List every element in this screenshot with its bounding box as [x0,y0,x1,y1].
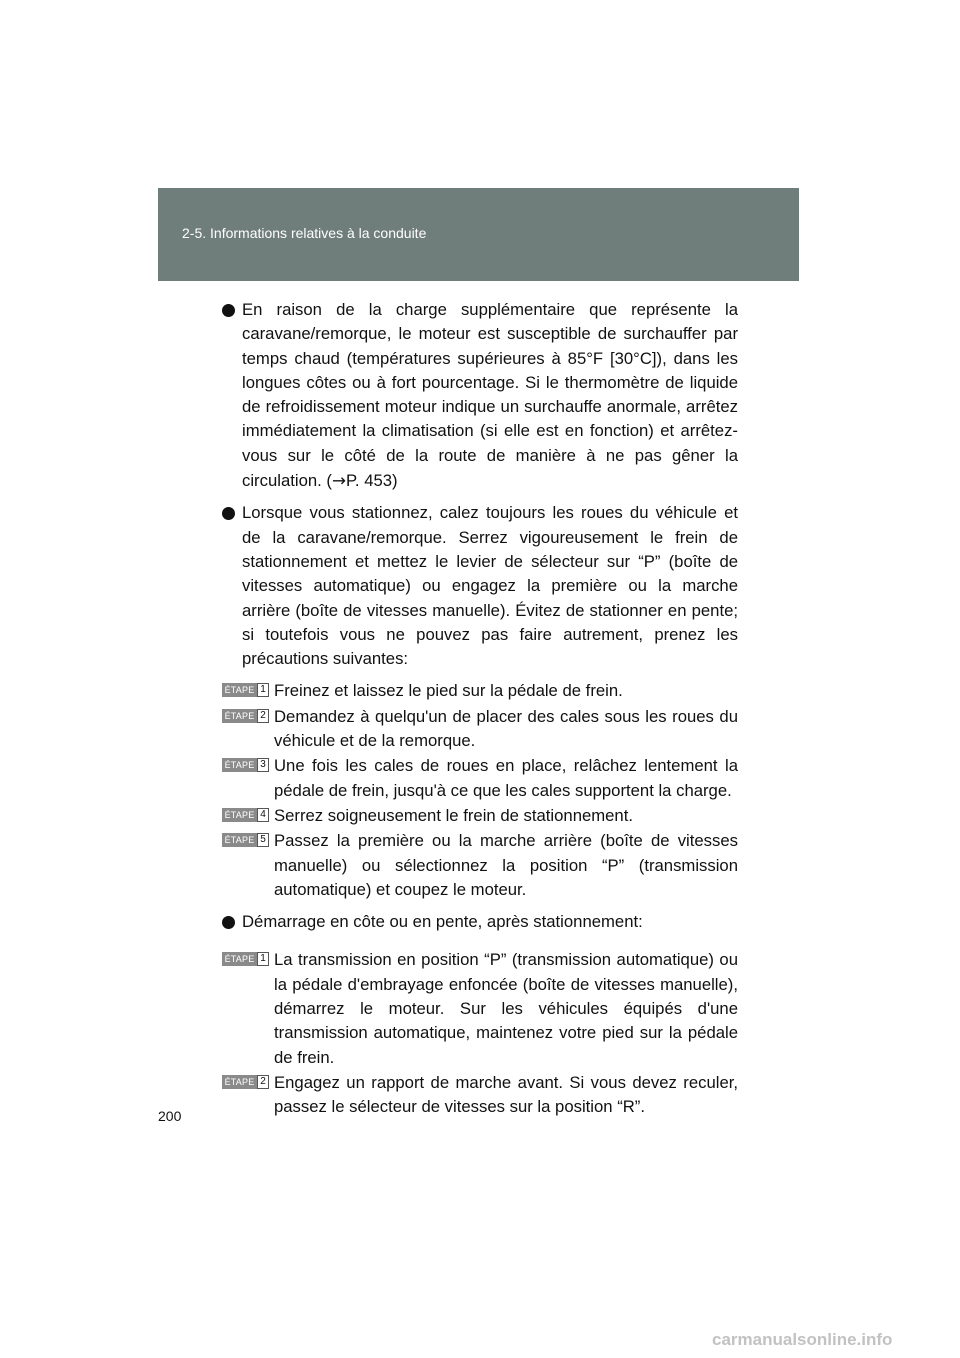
step-label: ÉTAPE [222,683,257,697]
step-label: ÉTAPE [222,952,257,966]
step-number: 1 [257,952,269,966]
bullet-dot-icon [222,304,235,317]
parking-step-3 [222,754,738,803]
step-number: 3 [257,758,269,772]
step-badge-icon [222,758,269,772]
step-badge-icon [222,1075,269,1089]
step-label: ÉTAPE [222,1075,257,1089]
page-number: 200 [158,1108,182,1124]
page-content [222,298,738,1120]
step-badge-icon [222,808,269,822]
bullet-item-hill-start [222,910,738,934]
step-text: Serrez soigneusement le frein de stationnement. [274,805,633,825]
step-number: 1 [257,683,269,697]
step-badge-icon [222,709,269,723]
page-reference-link[interactable]: P. 453) [345,471,398,491]
reference-arrow-icon: → [331,470,346,491]
bullet-item-parking [222,501,738,671]
parking-step-2 [222,705,738,754]
step-number: 2 [257,1075,269,1089]
bullet-text: Lorsque vous stationnez, calez toujours les roues du véhicule et de la caravane/remorque. Serrez vigoureusement le frein de stationnement et mettez le levier de sélecteur sur “P” (boîte de vitesses automatique) ou engagez la première ou la marche arrière (boîte de vitesses manuelle). Évitez de stationner en pente; si toutefois vous ne pouvez pas faire autrement, prenez les précautions suivantes: [242,503,738,669]
step-label: ÉTAPE [222,808,257,822]
section-title: 2-5. Informations relatives à la conduite [182,225,427,241]
start-step-2 [222,1071,738,1120]
bullet-text: Démarrage en côte ou en pente, après stationnement: [242,912,643,932]
section-header-band [158,188,799,281]
start-step-1 [222,948,738,1069]
watermark: carmanualsonline.info [712,1330,893,1349]
step-number: 4 [257,808,269,822]
step-label: ÉTAPE [222,833,257,847]
step-text: Demandez à quelqu'un de placer des cales sous les roues du véhicule et de la remorque. [274,706,738,751]
parking-step-1 [222,679,738,703]
step-text: Engagez un rapport de marche avant. Si vous devez reculer, passez le sélecteur de vitesses sur la position “R”. [274,1072,738,1117]
step-text: Freinez et laissez le pied sur la pédale de frein. [274,681,623,701]
step-text: La transmission en position “P” (transmission automatique) ou la pédale d'embrayage enfoncée (boîte de vitesses manuelle), démarrez le moteur. Sur les véhicules équipés d'une transmission automatique, maintenez votre pied sur la pédale de frein. [274,950,738,1067]
step-text: Une fois les cales de roues en place, relâchez lentement la pédale de frein, jusqu'à ce que les cales supportent la charge. [274,756,738,800]
step-number: 5 [257,833,269,847]
step-badge-icon [222,952,269,966]
step-badge-icon [222,683,269,697]
step-label: ÉTAPE [222,709,257,723]
bullet-dot-icon [222,507,235,520]
parking-step-4 [222,804,738,828]
parking-step-5 [222,829,738,902]
step-number: 2 [257,709,269,723]
step-badge-icon [222,833,269,847]
step-label: ÉTAPE [222,758,257,772]
bullet-dot-icon [222,916,235,929]
bullet-text: En raison de la charge supplémentaire que représente la caravane/remorque, le moteur est susceptible de surchauffer par temps chaud (températures supérieures à 85°F [30°C]), dans les longues côtes ou à fort pourcentage. Si le thermomètre de liquide de refroidissement moteur indique un surchauffe anormale, arrêtez immédiatement la climatisation (si elle est en fonction) et arrêtez-vous sur le côté de la route de manière à ne pas gêner la circulation. ( [242,300,738,491]
bullet-item-overheating [222,298,738,493]
step-text: Passez la première ou la marche arrière (boîte de vitesses manuelle) ou sélectionnez la position “P” (transmission automatique) et coupez le moteur. [274,831,738,899]
